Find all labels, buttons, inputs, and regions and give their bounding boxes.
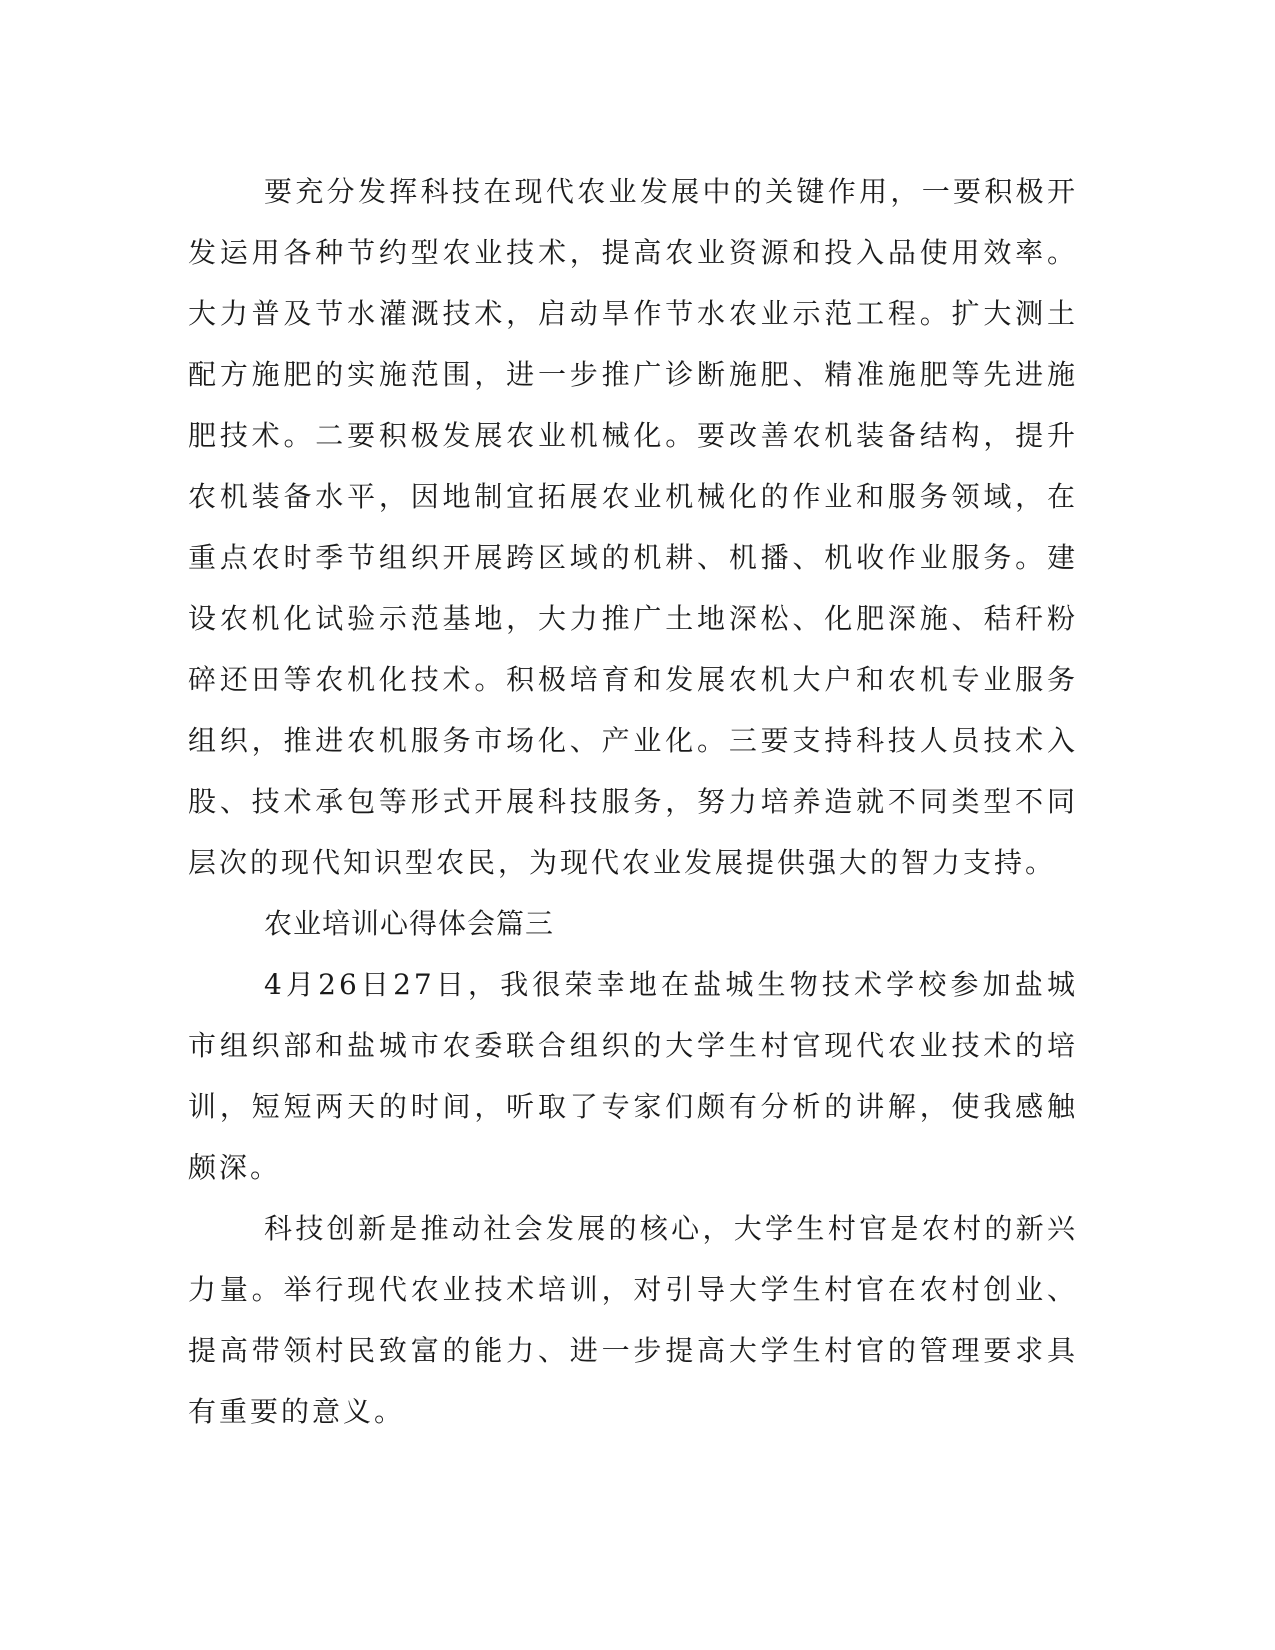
section-heading: 农业培训心得体会篇三 xyxy=(264,907,555,940)
paragraph-tech-agriculture: 要充分发挥科技在现代农业发展中的关键作用，一要积极开发运用各种节约型农业技术，提高农业资源和投入品使用效率。大力普及节水灌溉技术，启动旱作节水农业示范工程。扩大测土配方施肥的实施范围，进一步推广诊断施肥、精准施肥等先进施肥技术。二要积极发展农业机械化。要改善农机装备结构，提升农机装备水平，因地制宜拓展农业机械化的作业和服务领域，在重点农时季节组织开展跨区域的机耕、机播、机收作业服务。建设农机化试验示范基地，大力推广土地深松、化肥深施、秸秆粉碎还田等农机化技术。积极培育和发展农机大户和农机专业服务组织，推进农机服务市场化、产业化。三要支持科技人员技术入股、技术承包等形式开展科技服务，努力培养造就不同类型不同层次的现代知识型农民，为现代农业发展提供强大的智力支持。 xyxy=(188,175,1078,879)
paragraph-training-intro: 4月26日27日，我很荣幸地在盐城生物技术学校参加盐城市组织部和盐城市农委联合组织的大学生村官现代农业技术的培训，短短两天的时间，听取了专家们颇有分析的讲解，使我感触颇深。 xyxy=(188,968,1078,1184)
paragraph-innovation: 科技创新是推动社会发展的核心，大学生村官是农村的新兴力量。举行现代农业技术培训，对引导大学生村官在农村创业、提高带领村民致富的能力、进一步提高大学生村官的管理要求具有重要的意义。 xyxy=(188,1212,1078,1428)
document-body xyxy=(188,161,1078,1442)
